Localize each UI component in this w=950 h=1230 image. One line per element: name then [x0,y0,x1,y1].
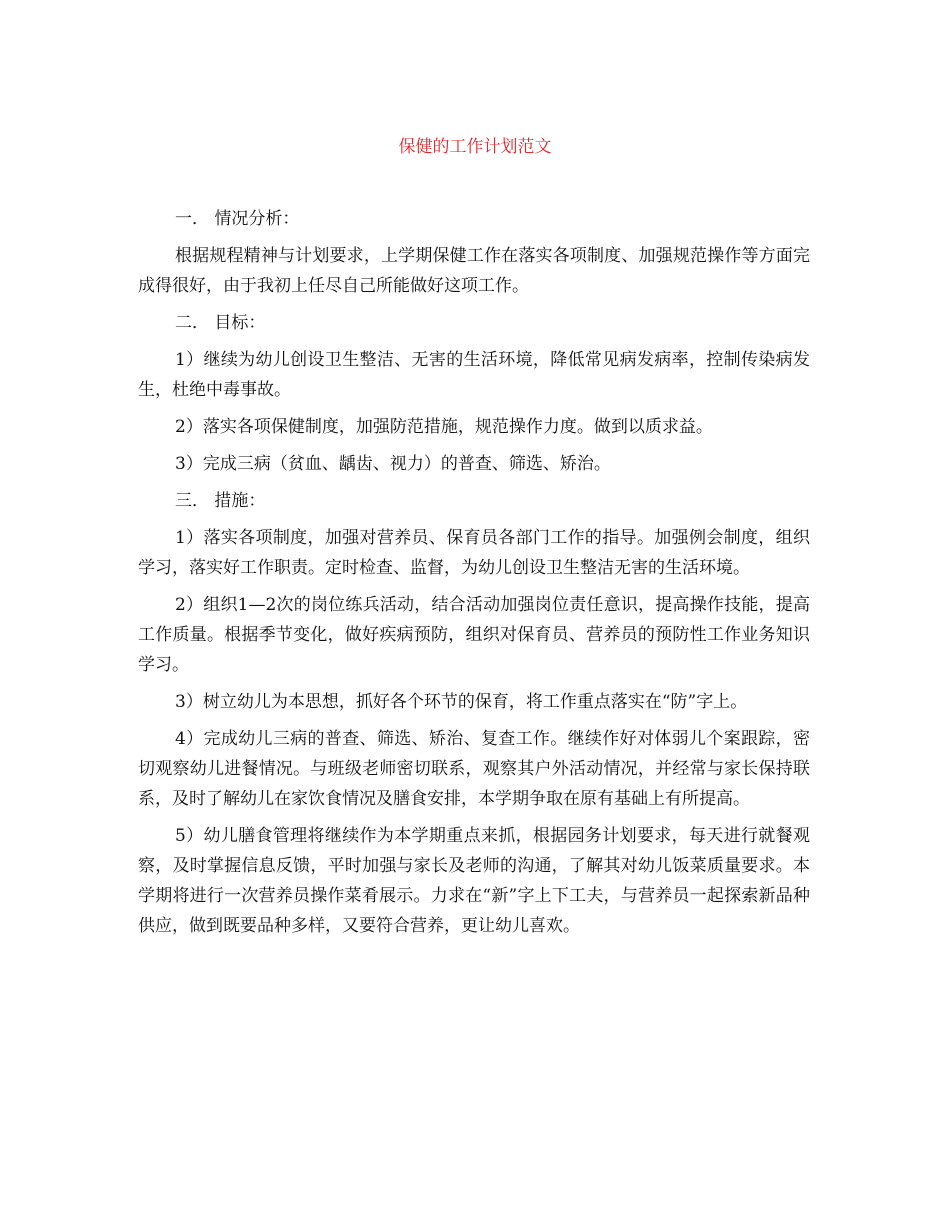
measure-item-3: 3）树立幼儿为本思想，抓好各个环节的保育，将工作重点落实在“防”字上。 [175,692,748,712]
section-heading-goals: 二． 目标： [175,313,266,333]
document-body [138,204,810,948]
paragraph-analysis: 根据规程精神与计划要求，上学期保健工作在落实各项制度、加强规范操作等方面完成得很好，由于我初上任尽自己所能做好这项工作。 [138,246,810,296]
goal-item-3: 3）完成三病（贫血、龋齿、视力）的普查、筛选、矫治。 [175,454,611,474]
measure-item-4: 4）完成幼儿三病的普查、筛选、矫治、复查工作。继续作好对体弱儿个案跟踪，密切观察幼儿进餐情况。与班级老师密切联系，观察其户外活动情况，并经常与家长保持联系，及时了解幼儿在家饮食情况及膳食安排，本学期争取在原有基础上有所提高。 [138,729,810,809]
section-heading-analysis: 一． 情况分析： [175,209,300,229]
document-title: 保健的工作计划范文 [398,137,552,157]
section-heading-measures: 三． 措施： [175,491,266,511]
measure-item-2: 2）组织1—2次的岗位练兵活动，结合活动加强岗位责任意识，提高操作技能，提高工作质量。根据季节变化，做好疾病预防，组织对保育员、营养员的预防性工作业务知识学习。 [138,595,810,675]
goal-item-1: 1）继续为幼儿创设卫生整洁、无害的生活环境，降低常见病发病率，控制传染病发生，杜绝中毒事故。 [138,350,810,400]
goal-item-2: 2）落实各项保健制度，加强防范措施，规范操作力度。做到以质求益。 [175,417,713,437]
measure-item-5: 5）幼儿膳食管理将继续作为本学期重点来抓，根据园务计划要求，每天进行就餐观察，及时掌握信息反馈，平时加强与家长及老师的沟通，了解其对幼儿饭菜质量要求。本学期将进行一次营养员操作菜肴展示。力求在“新”字上下工夫，与营养员一起探索新品种供应，做到既要品种多样，又要符合营养，更让幼儿喜欢。 [138,826,810,936]
measure-item-1: 1）落实各项制度，加强对营养员、保育员各部门工作的指导。加强例会制度，组织学习，落实好工作职责。定时检查、监督，为幼儿创设卫生整洁无害的生活环境。 [138,528,810,578]
